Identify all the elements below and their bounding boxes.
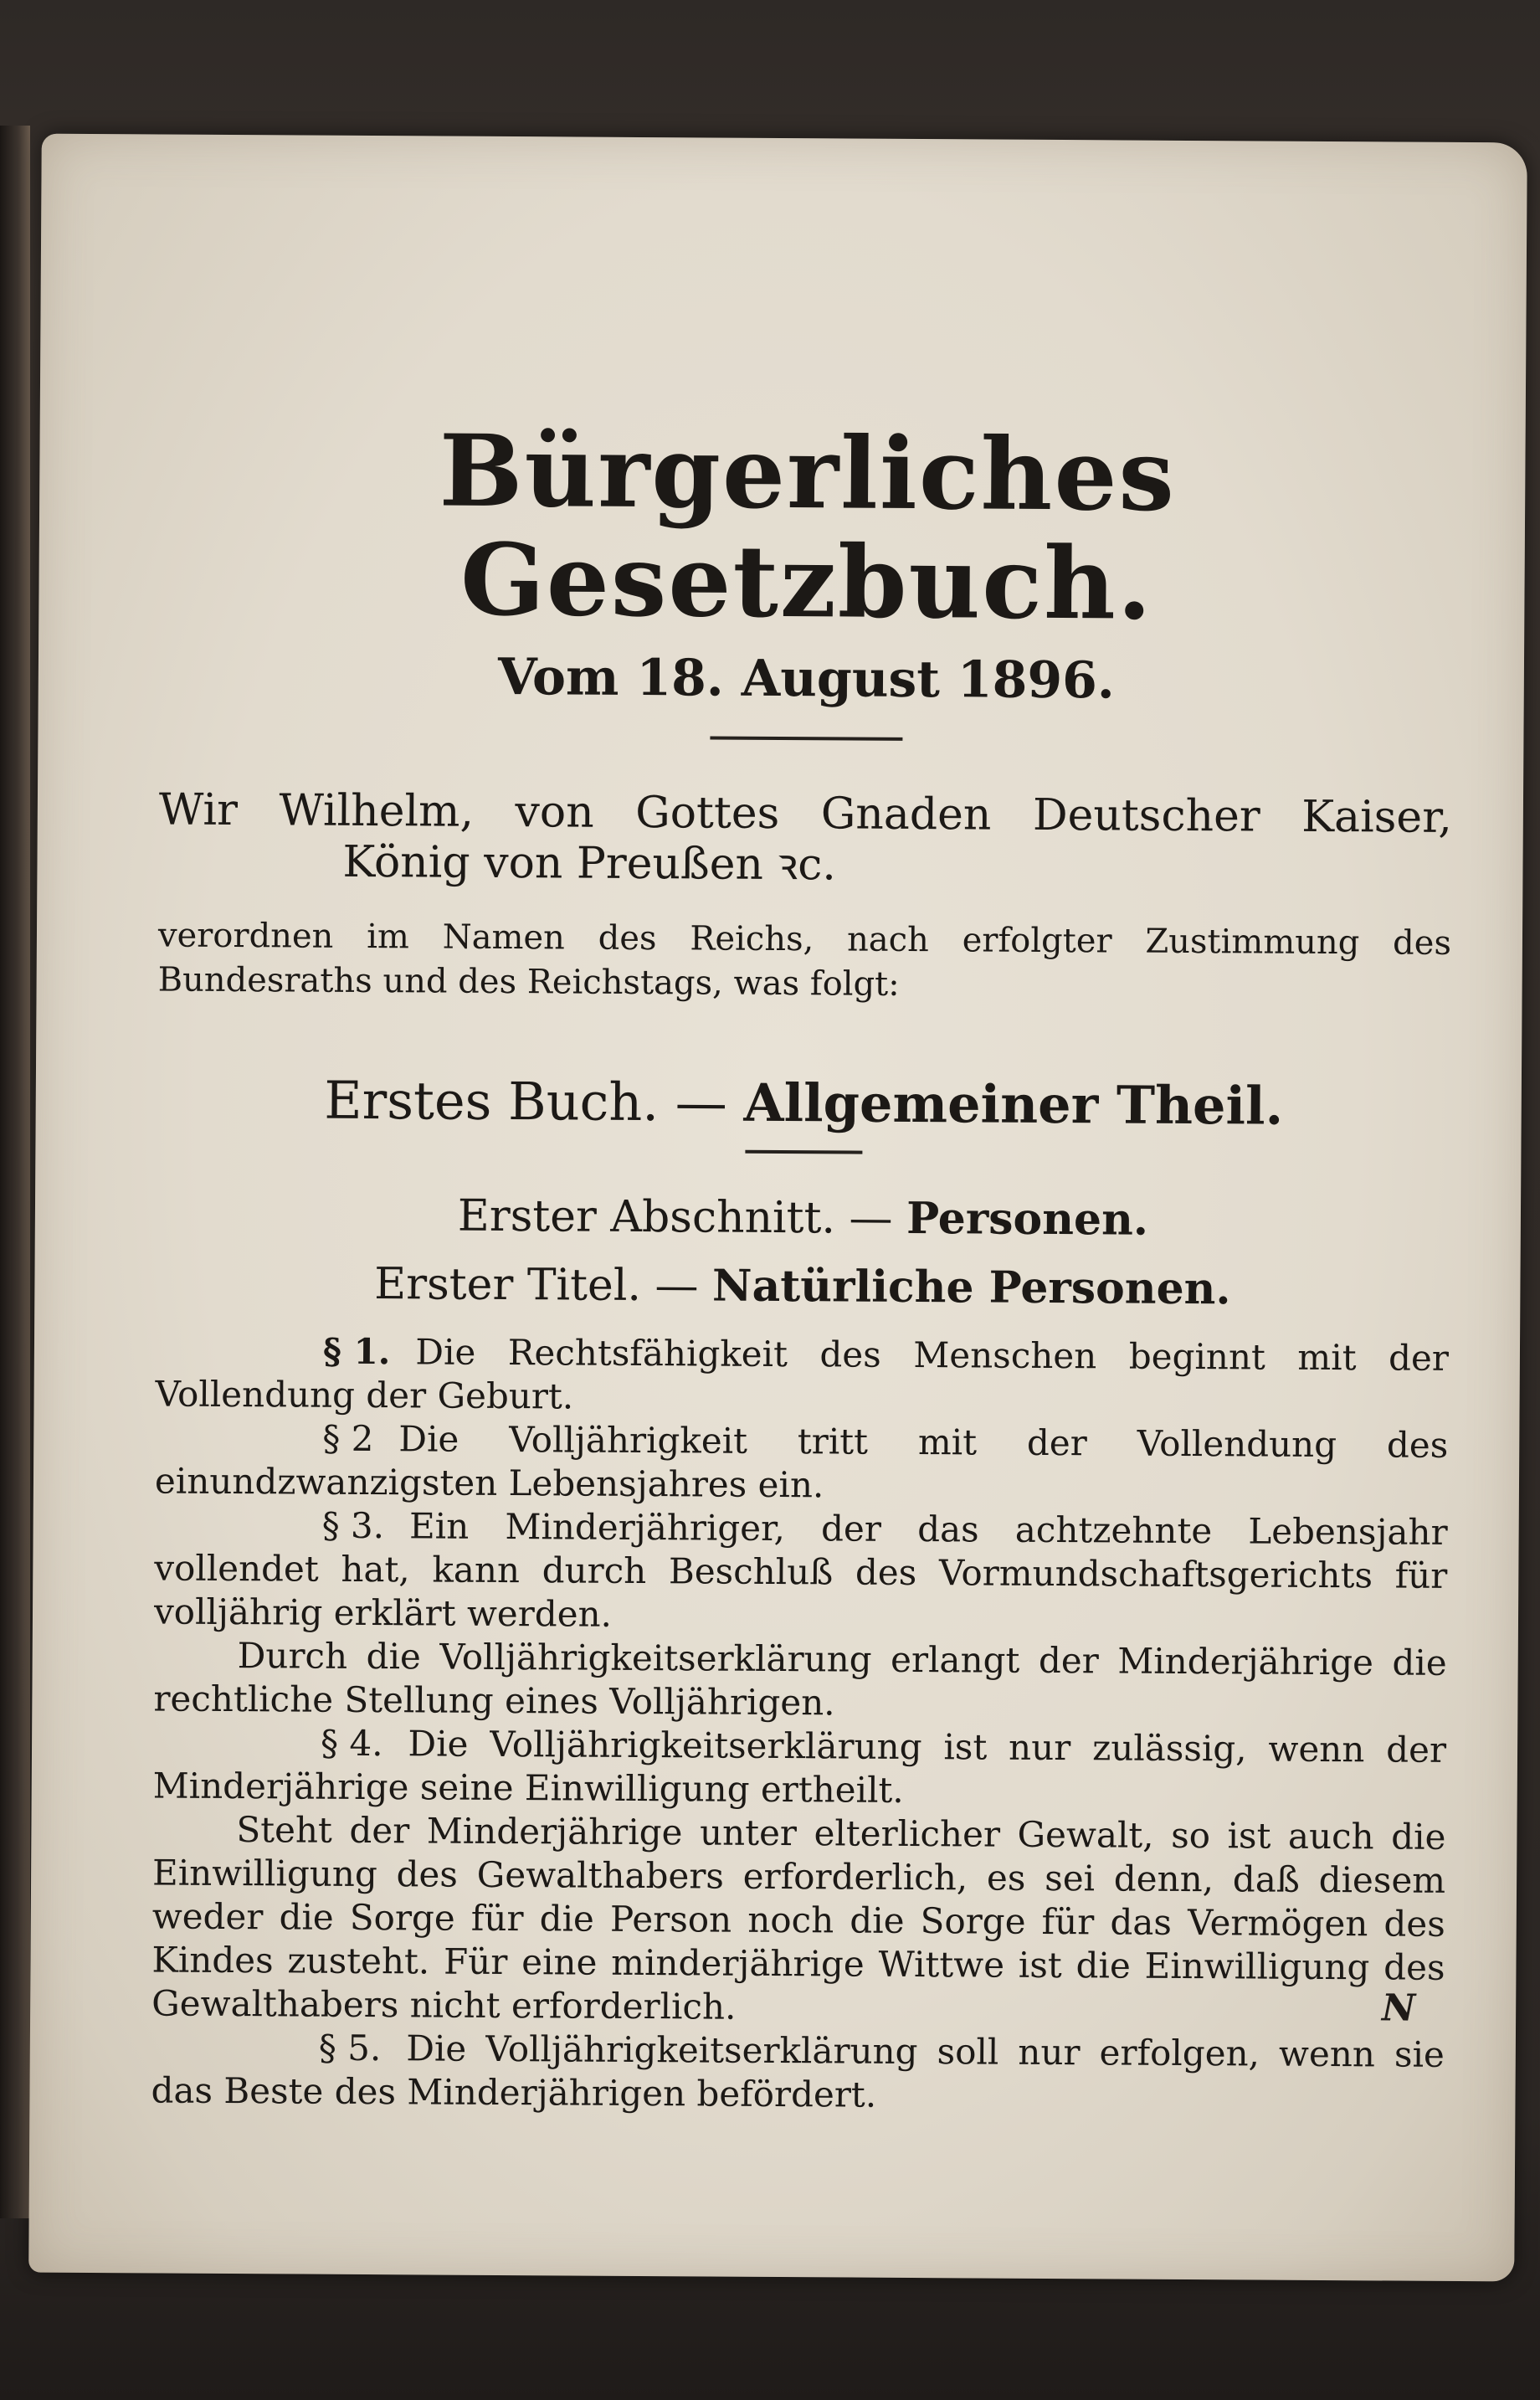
paragraph-text: Ein Minderjähriger, der das achtzehnte Lebensjahr vollendet hat, kann durch Beschluß des Vormundschaftsgerichts für volljährig erklärt werden. bbox=[153, 1505, 1448, 1636]
paragraph-text: Die Volljährigkeit tritt mit der Vollendung des einundzwanzigsten Lebensjahres ein. bbox=[154, 1418, 1449, 1506]
divider-rule-short bbox=[745, 1150, 862, 1154]
book-heading bbox=[157, 1071, 1450, 1136]
paragraph-continuation bbox=[153, 1634, 1447, 1729]
paragraph-continuation bbox=[151, 1808, 1446, 2033]
document-title: Bürgerliches Gesetzbuch. bbox=[439, 412, 1177, 642]
paragraph-number: § 1. bbox=[322, 1331, 391, 1373]
title-name: Natürliche Personen. bbox=[711, 1260, 1231, 1315]
divider-rule bbox=[710, 736, 902, 740]
paragraph-list bbox=[151, 1329, 1449, 2120]
book-label: Erstes Buch. — bbox=[324, 1069, 727, 1133]
section-heading bbox=[157, 1190, 1450, 1247]
preamble-line-1: Wir Wilhelm, von Gottes Gnaden Deutscher Kaiser, bbox=[158, 784, 1453, 843]
paragraph bbox=[151, 2026, 1445, 2120]
paragraph-number: § 3. bbox=[321, 1505, 385, 1547]
paragraph-text: Steht der Minderjährige unter elterlicher Gewalt, so ist auch die Einwilligung des Gewalthabers erforderlich, es sei denn, daß diesem weder die Sorge für die Person noch die Sorge für das Vermögen des Kindes zusteht. Für eine minderjährige Wittwe ist die Einwilligung des Gewalthabers nicht erforderlich. bbox=[151, 1809, 1446, 2028]
enactment-clause: verordnen im Namen des Reichs, nach erfolgter Zustimmung des Bundesraths und des Reichstags, was folgt: bbox=[157, 916, 1452, 1004]
date-line: Vom 18. August 1896. bbox=[497, 647, 1115, 711]
paragraph bbox=[155, 1329, 1449, 1424]
signature-mark: N bbox=[1381, 1986, 1416, 2030]
page-text bbox=[151, 414, 1454, 2120]
book-spine bbox=[0, 126, 30, 2218]
preamble-line-2: König von Preußen ꝛc. bbox=[342, 836, 837, 891]
paragraph-number: § 5. bbox=[318, 2027, 382, 2069]
paragraph-number: § 4. bbox=[320, 1723, 383, 1765]
section-label: Erster Abschnitt. — bbox=[457, 1190, 893, 1244]
paragraph-text: Durch die Volljährigkeitserklärung erlangt der Minderjährige die rechtliche Stellung eines Volljährigen. bbox=[153, 1635, 1447, 1724]
paragraph-text: Die Volljährigkeitserklärung soll nur erfolgen, wenn sie das Beste des Minderjährigen befördert. bbox=[151, 2027, 1445, 2116]
paragraph-text: Die Volljährigkeitserklärung ist nur zulässig, wenn der Minderjährige seine Einwilligung ertheilt. bbox=[152, 1723, 1447, 1812]
paragraph bbox=[154, 1503, 1448, 1642]
title-heading bbox=[156, 1259, 1449, 1316]
section-name: Personen. bbox=[906, 1193, 1149, 1246]
paragraph bbox=[155, 1416, 1449, 1511]
title-label: Erster Titel. — bbox=[374, 1259, 699, 1312]
book-name: Allgemeiner Theil. bbox=[743, 1072, 1284, 1137]
book-page bbox=[28, 134, 1527, 2282]
paragraph-text: Die Rechtsfähigkeit des Menschen beginnt mit der Vollendung der Geburt. bbox=[155, 1331, 1450, 1417]
paragraph bbox=[153, 1721, 1447, 1816]
paragraph-number: § 2 bbox=[322, 1418, 374, 1460]
